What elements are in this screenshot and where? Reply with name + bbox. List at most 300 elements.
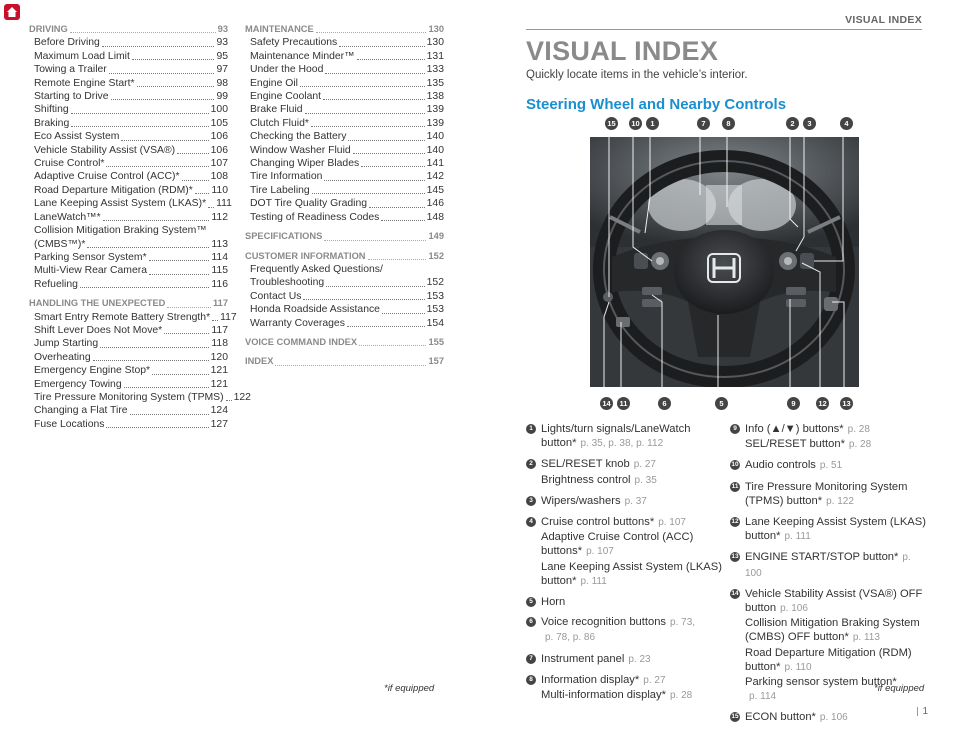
page-reference-link[interactable]: p. 28 [669, 690, 693, 702]
legend-label: Tire Pressure Monitoring System [745, 480, 908, 493]
toc-entry-label: LaneWatch™* [34, 211, 101, 223]
toc-entry[interactable] [29, 278, 228, 291]
legend-label: button* [541, 574, 577, 587]
toc-entry-label: (CMBS™)* [34, 238, 86, 250]
legend-item [526, 673, 726, 703]
toc-page-number: 100 [210, 104, 228, 116]
callout-badge: 12 [816, 397, 829, 410]
toc-entry[interactable] [29, 378, 228, 391]
toc-entry-label: Changing Wiper Blades [250, 158, 360, 170]
toc-page-number: 145 [426, 184, 444, 196]
toc-leader-dots [106, 427, 208, 428]
page-reference-link[interactable]: p. 106 [819, 712, 848, 724]
toc-entry[interactable] [245, 50, 444, 63]
toc-entry-label: Emergency Towing [34, 378, 122, 390]
toc-leader-dots [348, 140, 424, 141]
toc-entry[interactable] [245, 157, 444, 170]
toc-entry-label: Honda Roadside Assistance [250, 304, 380, 316]
toc-leader-dots [87, 247, 209, 248]
toc-page-number: 139 [426, 117, 444, 129]
toc-section-label: DRIVING [29, 24, 68, 34]
toc-leader-dots [382, 313, 425, 314]
toc-entry-label: Safety Precautions [250, 37, 338, 49]
legend-label: Adaptive Cruise Control (ACC) [541, 531, 694, 544]
toc-entry-label: Smart Entry Remote Battery Strength* [34, 311, 211, 323]
toc-entry-label: Remote Engine Start* [34, 77, 135, 89]
toc-entry-label: Brake Fluid [250, 104, 303, 116]
legend-number-badge: 4 [526, 517, 536, 527]
toc-entry-label: Checking the Battery [250, 131, 347, 143]
legend-number-badge: 1 [526, 424, 536, 434]
toc-leader-dots [353, 153, 425, 154]
toc-entry[interactable] [29, 418, 228, 431]
toc-column-left [29, 23, 251, 431]
home-icon[interactable] [4, 4, 20, 20]
toc-entry-label: Fuse Locations [34, 418, 105, 430]
toc-entry[interactable] [245, 197, 444, 210]
toc-section-label: SPECIFICATIONS [245, 231, 323, 242]
page-number [913, 706, 928, 717]
legend-number-badge: 14 [730, 589, 740, 599]
if-equipped-note: *if equipped [384, 683, 435, 694]
legend-line [541, 457, 726, 472]
page-reference-link[interactable]: p. 37 [624, 495, 647, 507]
toc-entry-label: Engine Oil [250, 77, 298, 89]
callout-badge: 6 [658, 397, 671, 410]
toc-section[interactable] [245, 250, 444, 263]
toc-entry[interactable] [29, 90, 228, 103]
toc-entry[interactable] [29, 117, 228, 130]
legend-line [541, 560, 726, 574]
toc-section[interactable] [245, 230, 444, 243]
toc-entry-label: Shift Lever Does Not Move* [34, 324, 163, 336]
toc-entry-label: Overheating [34, 351, 91, 363]
toc-leader-dots [359, 345, 426, 346]
toc-entry[interactable] [29, 391, 251, 404]
toc-entry[interactable] [29, 404, 228, 417]
toc-leader-dots [80, 287, 210, 288]
page-number-value: 1 [922, 706, 928, 717]
toc-leader-dots [361, 166, 424, 167]
toc-entry-label: Clutch Fluid* [250, 117, 309, 129]
toc-leader-dots [182, 180, 209, 181]
toc-leader-dots [70, 32, 216, 33]
toc-page-number: 116 [211, 278, 228, 290]
legend-label: Lane Keeping Assist System (LKAS) [541, 560, 722, 573]
toc-leader-dots [324, 240, 426, 241]
toc-leader-dots [130, 414, 209, 415]
toc-leader-dots [324, 180, 424, 181]
legend-label: Brightness control [541, 473, 631, 486]
legend-line [541, 652, 726, 667]
legend-text [541, 515, 726, 589]
callout-badge: 4 [840, 117, 853, 130]
toc-leader-dots [111, 99, 215, 100]
toc-entry-label: Eco Assist System [34, 131, 120, 143]
toc-entry-label: Under the Hood [250, 64, 324, 76]
toc-entry-label: Road Departure Mitigation (RDM)* [34, 184, 193, 196]
toc-entry-label: Starting to Drive [34, 91, 109, 103]
toc-section-label: INDEX [245, 356, 274, 367]
legend-label: (CMBS) OFF button* [745, 631, 849, 644]
legend-text [745, 458, 930, 473]
toc-entry[interactable] [29, 351, 228, 364]
legend-line [541, 530, 726, 544]
legend-line [541, 615, 726, 630]
legend-number-badge: 6 [526, 617, 536, 627]
toc-page-number: 110 [211, 184, 228, 196]
legend-line [745, 660, 930, 675]
toc-page-number: 99 [216, 91, 228, 103]
legend-line [745, 601, 930, 616]
toc-page-number: 154 [426, 317, 444, 329]
legend-text [745, 515, 930, 544]
toc-entry[interactable] [245, 130, 444, 143]
toc-leader-dots [381, 220, 424, 221]
legend-item [730, 480, 930, 509]
toc-entry[interactable] [29, 77, 228, 90]
toc-entry[interactable] [245, 211, 444, 224]
callout-badge: 9 [787, 397, 800, 410]
callout-badge: 3 [803, 117, 816, 130]
toc-page-number: 108 [210, 171, 228, 183]
toc-page-number: 111 [216, 198, 232, 210]
toc-entry[interactable] [29, 50, 228, 63]
legend-number-badge: 2 [526, 459, 536, 469]
page-reference-link[interactable]: p. 51 [819, 460, 843, 472]
legend-label: Information display* [541, 673, 640, 686]
legend-label: Instrument panel [541, 652, 625, 665]
legend-text [541, 615, 726, 645]
legend-label: Lane Keeping Assist System (LKAS) [745, 516, 926, 529]
page-reference-link[interactable]: p. 100 [745, 552, 911, 579]
legend-line [541, 574, 726, 589]
legend-line [745, 710, 930, 725]
toc-entry-label: Emergency Engine Stop* [34, 365, 151, 377]
toc-section[interactable] [245, 23, 444, 36]
callout-badge: 11 [617, 397, 630, 410]
legend-line [745, 458, 930, 473]
legend-text [541, 457, 726, 487]
toc-entry[interactable] [29, 364, 228, 377]
page-reference-link[interactable]: p. 111 [580, 575, 607, 587]
toc-page-number: 122 [233, 391, 251, 403]
toc-page-number: 93 [217, 24, 228, 34]
toc-leader-dots [149, 260, 210, 261]
toc-entry-label: Vehicle Stability Assist (VSA®) [34, 144, 176, 156]
page-reference-link[interactable]: p. 107 [586, 546, 614, 558]
legend-label: button* [745, 660, 781, 673]
page-reference-link[interactable]: p. 107 [658, 517, 686, 529]
toc-entry-label: Jump Starting [34, 338, 99, 350]
legend-label: buttons* [541, 545, 583, 558]
toc-entry[interactable] [245, 77, 444, 90]
toc-leader-dots [152, 374, 209, 375]
toc-entry[interactable] [245, 144, 444, 157]
house-glyph [6, 6, 18, 18]
toc-entry[interactable] [29, 130, 228, 143]
toc-leader-dots [311, 126, 425, 127]
legend-line [541, 515, 726, 530]
legend-item [526, 422, 726, 451]
toc-leader-dots [316, 32, 427, 33]
toc-leader-dots [100, 347, 209, 348]
callout-badge: 2 [786, 117, 799, 130]
legend-line [541, 595, 726, 609]
toc-leader-dots [167, 307, 211, 308]
toc-entry[interactable] [29, 224, 228, 251]
toc-entry[interactable] [29, 63, 228, 76]
toc-page-number: 131 [426, 50, 444, 62]
toc-entry-label: Tire Pressure Monitoring System (TPMS) [34, 391, 224, 403]
toc-entry[interactable] [29, 184, 228, 197]
legend-line [745, 630, 930, 645]
page-title: VISUAL INDEX [526, 36, 719, 66]
legend-label: ENGINE START/STOP button* [745, 551, 899, 564]
toc-entry-line [250, 276, 444, 289]
toc-page-number: 117 [220, 311, 237, 323]
toc-leader-dots [339, 46, 424, 47]
toc-entry-label: Changing a Flat Tire [34, 405, 128, 417]
page-reference-link[interactable]: p. 28 [848, 439, 872, 451]
toc-entry-line [34, 238, 228, 251]
toc-entry[interactable] [245, 170, 444, 183]
legend-text [541, 652, 726, 667]
toc-entry[interactable] [245, 263, 444, 290]
toc-entry-label: Troubleshooting [250, 277, 325, 289]
legend-item [730, 550, 930, 580]
legend-label: Vehicle Stability Assist (VSA®) OFF [745, 587, 923, 600]
page-reference-link[interactable]: p. 27 [633, 459, 656, 471]
legend-number-badge: 12 [730, 517, 740, 527]
page-number-divider [917, 707, 918, 716]
legend-label: Cruise control buttons* [541, 516, 655, 529]
toc-leader-dots [137, 86, 215, 87]
toc-entry[interactable] [29, 251, 228, 264]
toc-section[interactable] [245, 355, 444, 368]
toc-page-number: 153 [426, 290, 444, 302]
legend-label: SEL/RESET knob [541, 458, 630, 471]
toc-page-number: 142 [426, 171, 444, 183]
legend-line [745, 480, 930, 494]
page-reference-link[interactable]: p. 113 [852, 632, 880, 644]
toc-entry-label: Parking Sensor System* [34, 251, 147, 263]
toc-entry-label: Testing of Readiness Codes [250, 211, 380, 223]
legend-label: SEL/RESET button* [745, 438, 845, 451]
legend-number-badge: 5 [526, 597, 536, 607]
toc-section-label: HANDLING THE UNEXPECTED [29, 298, 166, 309]
legend-label: Multi-information display* [541, 689, 666, 702]
legend-item [526, 652, 726, 667]
legend-line [745, 646, 930, 660]
toc-entry[interactable] [29, 337, 228, 350]
steering-wheel-photo [590, 137, 859, 387]
toc-entry-label: Braking [34, 117, 70, 129]
page-reference-link[interactable]: p. 106 [780, 603, 808, 615]
legend-text [745, 710, 930, 725]
toc-leader-dots [102, 46, 215, 47]
callout-badge: 8 [722, 117, 735, 130]
toc-page-number: 148 [426, 211, 444, 223]
toc-entry-label: Maintenance Minder™ [250, 50, 355, 62]
toc-page-number: 140 [426, 131, 444, 143]
toc-entry[interactable] [29, 157, 228, 170]
legend-label: Voice recognition buttons [541, 616, 667, 629]
legend-line [541, 688, 726, 703]
toc-entry[interactable] [29, 170, 228, 183]
legend-label: Road Departure Mitigation (RDM) [745, 646, 912, 659]
legend-label: Lights/turn signals/LaneWatch [541, 423, 691, 435]
toc-leader-dots [124, 387, 209, 388]
toc-entry-label: Maximum Load Limit [34, 50, 130, 62]
toc-page-number: 98 [216, 77, 228, 89]
callout-badge: 7 [697, 117, 710, 130]
toc-leader-dots [149, 274, 209, 275]
page-reference-link[interactable]: p. 35, p. 38, p. 112 [580, 438, 664, 450]
legend-number-badge: 13 [730, 552, 740, 562]
toc-entry[interactable] [29, 211, 228, 224]
toc-leader-dots [323, 99, 425, 100]
page-reference-link[interactable]: p. 27 [643, 674, 666, 686]
legend-label: Collision Mitigation Braking System [745, 617, 920, 630]
toc-leader-dots [303, 299, 424, 300]
page-reference-link[interactable]: p. 114 [749, 691, 777, 703]
toc-page-number: 117 [213, 298, 228, 309]
page-subtitle: Quickly locate items in the vehicle’s interior. [526, 69, 748, 81]
legend-label: Wipers/washers [541, 494, 621, 507]
legend-line [745, 494, 930, 509]
callout-badge: 1 [646, 117, 659, 130]
toc-entry-label: Before Driving [34, 37, 100, 49]
toc-entry[interactable] [245, 290, 444, 303]
toc-page-number: 139 [426, 104, 444, 116]
toc-page-number: 127 [210, 418, 228, 430]
legend-item [526, 615, 726, 645]
toc-section[interactable] [29, 23, 228, 36]
toc-page-number: 141 [426, 158, 444, 170]
toc-entry[interactable] [245, 103, 444, 116]
legend-text [541, 494, 726, 509]
toc-entry-label: Window Washer Fluid [250, 144, 351, 156]
page-reference-link[interactable]: p. 78, p. 86 [545, 632, 596, 644]
toc-section-label: CUSTOMER INFORMATION [245, 250, 366, 261]
toc-entry[interactable] [245, 184, 444, 197]
page-reference-link[interactable]: p. 73, [670, 617, 696, 629]
steering-wheel-illustration [590, 137, 859, 387]
running-header: VISUAL INDEX [845, 14, 922, 26]
toc-entry-label: Warranty Coverages [250, 317, 345, 329]
toc-entry[interactable] [245, 90, 444, 103]
page-reference-link[interactable]: p. 111 [784, 531, 811, 543]
toc-entry[interactable] [245, 317, 444, 330]
legend-number-badge: 11 [730, 482, 740, 492]
toc-entry-label: Shifting [34, 104, 69, 116]
toc-leader-dots [305, 113, 425, 114]
page-reference-link[interactable]: p. 23 [628, 653, 651, 665]
toc-page-number: 113 [211, 238, 228, 250]
legend-item [526, 595, 726, 609]
legend-text [541, 673, 726, 703]
page-reference-link[interactable]: p. 35 [634, 474, 657, 486]
toc-leader-dots [208, 207, 214, 208]
legend-label: button* [745, 530, 781, 543]
legend-label: (TPMS) button* [745, 494, 823, 507]
toc-page-number: 93 [216, 37, 228, 49]
legend-label: button [745, 602, 777, 615]
toc-leader-dots [368, 259, 427, 260]
toc-page-number: 112 [211, 211, 228, 223]
legend-line [745, 515, 930, 529]
toc-leader-dots [195, 193, 210, 194]
toc-entry[interactable] [245, 36, 444, 49]
toc-entry-label: Towing a Trailer [34, 64, 107, 76]
legend-label: Parking sensor system button* [745, 676, 897, 689]
toc-entry-label: Engine Coolant [250, 91, 322, 103]
callout-badge: 15 [605, 117, 618, 130]
toc-entry[interactable] [245, 303, 444, 316]
toc-page-number: 157 [428, 356, 444, 367]
toc-section[interactable] [29, 297, 228, 310]
toc-entry[interactable] [29, 264, 228, 277]
legend-label: Audio controls [745, 459, 816, 472]
toc-leader-dots [93, 360, 209, 361]
legend-item [526, 494, 726, 509]
legend-text [541, 595, 726, 609]
toc-entry-label: Tire Labeling [250, 184, 310, 196]
legend-item [730, 458, 930, 473]
toc-page-number: 155 [428, 336, 444, 347]
legend-line [745, 587, 930, 601]
legend-line [745, 437, 930, 452]
toc-entry[interactable] [29, 144, 228, 157]
toc-leader-dots [212, 320, 218, 321]
legend-number-badge: 7 [526, 654, 536, 664]
section-title: Steering Wheel and Nearby Controls [526, 96, 787, 113]
toc-page-number: 97 [216, 64, 228, 76]
toc-page-number: 140 [426, 144, 444, 156]
legend-text [745, 480, 930, 509]
toc-entry[interactable] [29, 324, 228, 337]
toc-entry-label: Cruise Control* [34, 158, 105, 170]
callout-badge: 13 [840, 397, 853, 410]
toc-section[interactable] [245, 336, 444, 349]
toc-leader-dots [275, 365, 426, 366]
toc-entry-label: Multi-View Rear Camera [34, 265, 147, 277]
callout-badge: 5 [715, 397, 728, 410]
page-reference-link[interactable]: p. 28 [847, 424, 870, 435]
toc-column-right [245, 23, 444, 369]
page-reference-link[interactable]: p. 122 [826, 495, 854, 507]
toc-page-number: 121 [210, 378, 228, 390]
toc-page-number: 95 [216, 50, 228, 62]
toc-entry[interactable] [245, 63, 444, 76]
page-reference-link[interactable]: p. 110 [784, 661, 812, 673]
toc-entry-label: Collision Mitigation Braking System™ [34, 225, 207, 237]
toc-entry[interactable] [29, 197, 232, 210]
toc-page-number: 146 [426, 198, 444, 210]
toc-entry[interactable] [29, 103, 228, 116]
toc-entry[interactable] [29, 311, 237, 324]
toc-page-number: 149 [428, 231, 444, 242]
toc-page-number: 117 [211, 324, 228, 336]
toc-entry-label: Tire Information [250, 171, 323, 183]
toc-entry[interactable] [245, 117, 444, 130]
legend-number-badge: 8 [526, 675, 536, 685]
toc-entry[interactable] [29, 36, 228, 49]
toc-page-number: 120 [210, 351, 228, 363]
toc-page-number: 121 [210, 365, 228, 377]
legend-line [745, 529, 930, 544]
